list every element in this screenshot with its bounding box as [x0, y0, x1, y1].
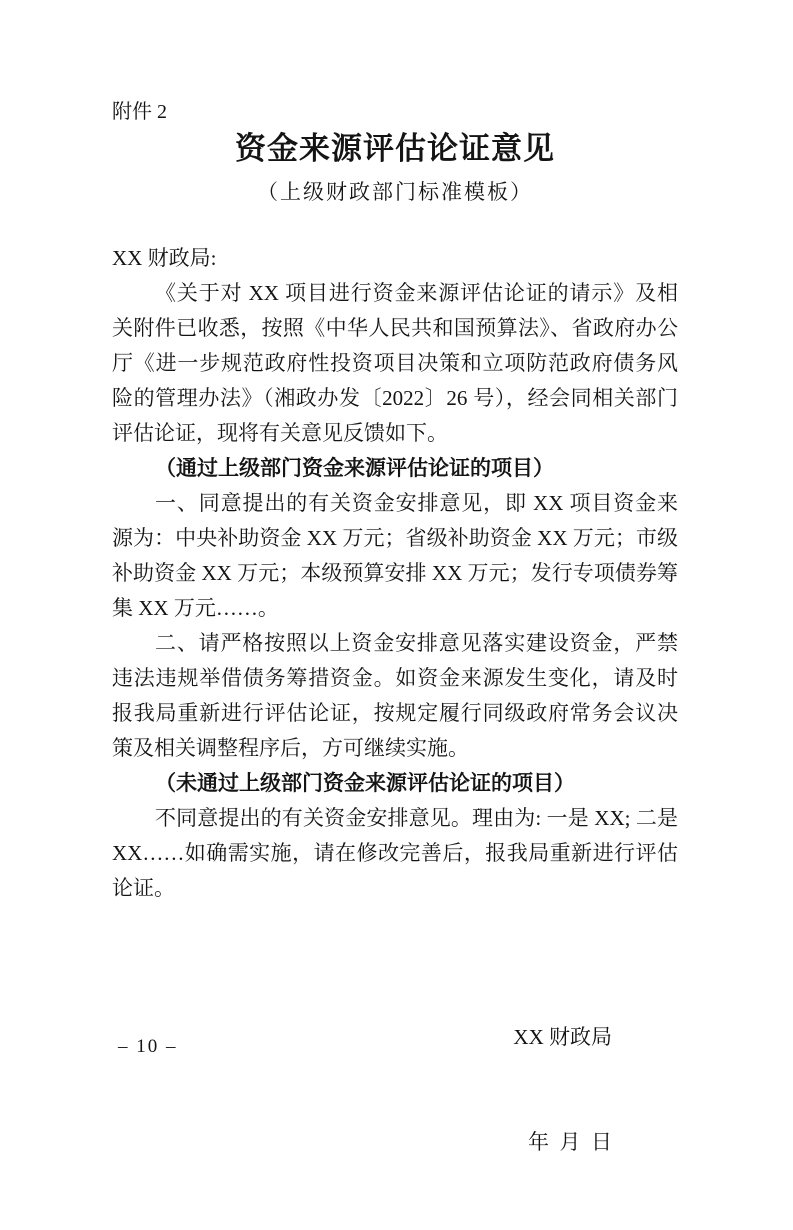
document-body: [112, 241, 678, 906]
paragraph-disagree: 不同意提出的有关资金安排意见。理由为: 一是 XX; 二是 XX……如确需实施，请在修改完善后，报我局重新进行评估论证。: [112, 806, 678, 900]
signature-block: [112, 950, 678, 1230]
section-heading-not-passed-projects: （未通过上级部门资金来源评估论证的项目）: [155, 771, 575, 795]
paragraph-item-one: 一、同意提出的有关资金安排意见，即 XX 项目资金来源为：中央补助资金 XX 万元；省级补助资金 XX 万元；市级补助资金 XX 万元；本级预算安排 XX 万元；发行专项债券筹集 XX 万元……。: [112, 491, 678, 620]
signature-organization: XX 财政局: [513, 1025, 612, 1049]
salutation: XX 财政局:: [112, 246, 217, 270]
document-content: [112, 99, 678, 1230]
attachment-label: 附件 2: [112, 101, 167, 123]
document-subtitle: （上级财政部门标准模板）: [257, 180, 533, 204]
document-title: 资金来源评估论证意见: [235, 131, 555, 166]
section-heading-passed-projects: （通过上级部门资金来源评估论证的项目）: [155, 456, 554, 480]
paragraph-item-two: 二、请严格按照以上资金安排意见落实建设资金，严禁违法违规举借债务筹措资金。如资金来源发生变化，请及时报我局重新进行评估论证，按规定履行同级政府常务会议决策及相关调整程序后，方可继续实施。: [112, 631, 678, 760]
page-number: – 10 –: [118, 1036, 178, 1057]
signature-date: 年 月 日: [528, 1130, 612, 1154]
paragraph-intro: 《关于对 XX 项目进行资金来源评估论证的请示》及相关附件已收悉，按照《中华人民共和国预算法》、省政府办公厅《进一步规范政府性投资项目决策和立项防范政府债务风险的管理办法》（湘政办发〔2022〕26 号），经会同相关部门评估论证，现将有关意见反馈如下。: [112, 281, 678, 445]
